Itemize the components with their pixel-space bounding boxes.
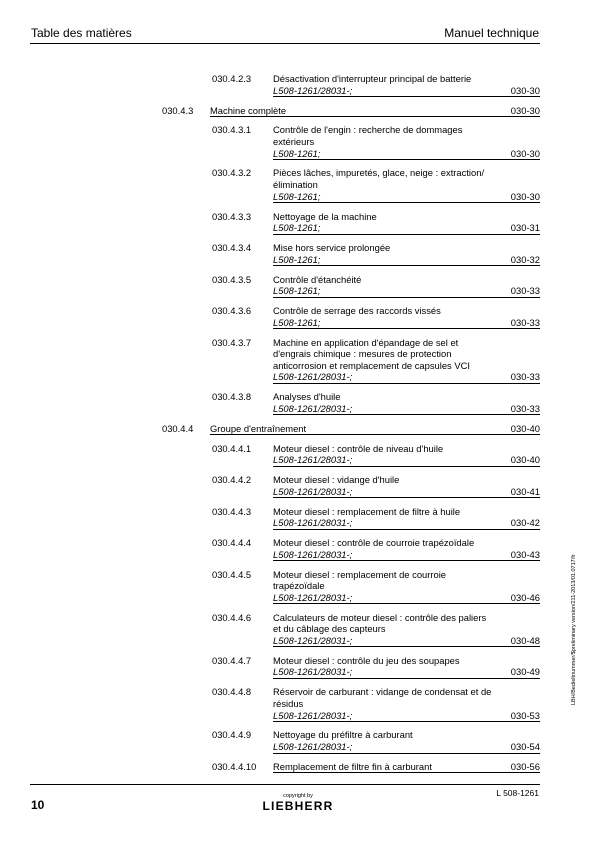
toc-entry-reference [273,486,540,499]
toc-entry-title-line: Analyses d'huile [273,391,341,403]
toc-entry-number: 030.4.4.10 [212,760,257,772]
toc-entry-page: 030-48 [510,634,540,646]
toc-entry[interactable] [0,105,596,125]
toc-entry-model-code: L508-1261/28031-; [273,591,353,603]
toc-entry-number: 030.4.4.6 [212,611,252,623]
toc-entry-body [273,729,540,753]
toc-entry-body [273,274,540,298]
toc-entry-number: 030.4.3.7 [212,336,252,348]
toc-entry-model-code: L508-1261/28031-; [273,548,353,560]
toc-entry[interactable] [0,337,596,392]
toc-entry-model-code: L508-1261/28031-; [273,402,353,414]
toc-entry-page: 030-33 [510,371,540,383]
toc-entry-reference [273,635,540,648]
toc-entry-title-line: Réservoir de carburant : vidange de condensat et de [273,686,492,698]
toc-entry-body [210,105,540,118]
table-of-contents [0,73,596,781]
toc-entry-reference [273,454,540,467]
toc-entry[interactable] [0,569,596,612]
toc-entry[interactable] [0,124,596,167]
toc-entry-body [273,761,540,774]
toc-entry-model-code: L508-1261; [273,316,321,328]
toc-entry[interactable] [0,612,596,655]
toc-entry-model-code: L508-1261; [273,222,321,234]
toc-entry-title-line: Calculateurs de moteur diesel : contrôle des paliers [273,611,487,623]
toc-entry[interactable] [0,761,596,781]
toc-entry-body [273,124,540,160]
toc-entry-title-line: Machine en application d'épandage de sel et [273,336,459,348]
toc-entry-title-line: extérieurs [273,135,315,147]
toc-entry-number: 030.4.4.8 [212,686,252,698]
toc-entry[interactable] [0,305,596,337]
toc-entry-title: Remplacement de filtre fin à carburant [273,760,432,772]
toc-entry-page: 030-30 [510,84,540,96]
toc-entry-title-line: Contrôle de serrage des raccords vissés [273,305,441,317]
toc-entry-body [273,506,540,530]
toc-entry[interactable] [0,423,596,443]
toc-entry-page: 030-33 [510,402,540,414]
toc-entry-model-code: L508-1261/28031-; [273,666,353,678]
toc-entry-page: 030-42 [510,517,540,529]
toc-entry-model-code: L508-1261/28031-; [273,741,353,753]
toc-entry-number: 030.4.3.6 [212,305,252,317]
toc-entry[interactable] [0,391,596,423]
toc-entry-number: 030.4.4.2 [212,474,252,486]
toc-entry-model-code: L508-1261; [273,147,321,159]
toc-entry-number: 030.4.2.3 [212,73,252,84]
toc-entry-page: 030-41 [510,485,540,497]
toc-entry[interactable] [0,242,596,274]
toc-entry-reference [273,710,540,723]
toc-entry-page: 030-33 [510,316,540,328]
toc-entry-title-line: trapézoïdale [273,580,325,592]
side-note: LBH/Bedieltnummer/$preliminary version/211-2013/01.0717/fr [571,554,577,705]
toc-entry-reference [273,549,540,562]
toc-entry[interactable] [0,73,596,105]
toc-entry-body [273,305,540,329]
toc-entry-title: Machine complète [210,104,287,116]
toc-entry-title-line: Désactivation d'interrupteur principal de batterie [273,73,472,84]
toc-entry-page: 030-33 [510,285,540,297]
toc-entry-reference [273,222,540,235]
toc-entry-title-line: Moteur diesel : remplacement de courroie [273,568,446,580]
toc-entry-page: 030-40 [510,454,540,466]
toc-entry-number: 030.4.4.1 [212,442,252,454]
toc-entry-title-line: anticorrosion et remplacement de capsules VCI [273,359,470,371]
toc-entry-page: 030-31 [510,222,540,234]
toc-entry-body [273,167,540,203]
toc-entry-number: 030.4.3.2 [212,167,252,179]
toc-entry-reference [273,741,540,754]
header-section-title: Table des matières [31,26,132,40]
toc-entry-model-code: L508-1261/28031-; [273,84,353,96]
toc-entry-title-line: Moteur diesel : contrôle du jeu des soupapes [273,654,460,666]
toc-entry[interactable] [0,211,596,243]
document-code: L 508-1261 [496,788,539,798]
toc-entry-body [273,242,540,266]
toc-entry-title-line: Pièces lâches, impuretés, glace, neige : extraction/ [273,167,485,179]
toc-entry-reference [273,403,540,416]
toc-entry-number: 030.4.4.4 [212,537,252,549]
toc-entry-body [273,612,540,648]
toc-entry-body [273,569,540,605]
toc-entry-reference [273,254,540,267]
toc-entry-page: 030-43 [510,548,540,560]
toc-entry-page: 030-56 [510,760,540,772]
toc-entry-reference [273,148,540,161]
header-manual-title: Manuel technique [444,26,539,40]
toc-entry-model-code: L508-1261/28031-; [273,517,353,529]
toc-entry-reference [273,371,540,384]
toc-entry-body [273,537,540,561]
toc-entry-title: Groupe d'entraînement [210,422,307,434]
toc-entry-body [210,423,540,436]
toc-entry-reference [273,191,540,204]
toc-entry-reference [273,666,540,679]
toc-entry-number: 030.4.4 [162,422,194,434]
toc-entry-title-line: Nettoyage de la machine [273,210,377,222]
toc-entry-title-line: Moteur diesel : remplacement de filtre à huile [273,505,461,517]
toc-entry-title-line: Contrôle de l'engin : recherche de dommages [273,124,463,136]
toc-entry-number: 030.4.3.8 [212,391,252,403]
toc-entry-number: 030.4.3.4 [212,242,252,254]
toc-entry[interactable] [0,506,596,538]
toc-entry-model-code: L508-1261/28031-; [273,709,353,721]
copyright-text: copyright by [283,793,313,799]
header-divider [30,43,540,44]
footer-divider [30,784,540,785]
toc-entry-number: 030.4.4.7 [212,654,252,666]
toc-entry-page: 030-40 [510,422,540,434]
toc-entry-title-line: Moteur diesel : contrôle de courroie trapézoïdale [273,537,475,549]
toc-entry-title-line: Contrôle d'étanchéité [273,273,362,285]
toc-entry-title-line: d'engrais chimique : mesures de protection [273,348,452,360]
toc-entry[interactable] [0,443,596,475]
toc-entry-number: 030.4.3.3 [212,210,252,222]
toc-entry-reference [273,517,540,530]
toc-entry[interactable] [0,686,596,729]
toc-entry-body [273,655,540,679]
toc-entry-title-line: Moteur diesel : contrôle de niveau d'huile [273,442,444,454]
toc-entry-model-code: L508-1261/28031-; [273,371,353,383]
toc-entry-page: 030-54 [510,741,540,753]
toc-entry-title-line: Nettoyage du préfiltre à carburant [273,729,413,741]
toc-entry-body [273,474,540,498]
toc-entry-title-line: Moteur diesel : vidange d'huile [273,474,400,486]
toc-entry-page: 030-53 [510,709,540,721]
toc-entry[interactable] [0,537,596,569]
toc-entry-page: 030-30 [510,147,540,159]
toc-entry-page: 030-32 [510,253,540,265]
toc-entry-body [273,391,540,415]
toc-entry-reference [273,317,540,330]
page-number: 10 [31,798,45,812]
toc-entry-body [273,686,540,722]
toc-entry[interactable] [0,729,596,761]
toc-entry-title-line: résidus [273,697,304,709]
toc-entry-number: 030.4.4.3 [212,505,252,517]
toc-entry-body [273,337,540,384]
toc-entry[interactable] [0,474,596,506]
toc-entry-number: 030.4.3.5 [212,273,252,285]
toc-entry-body [273,211,540,235]
toc-entry-reference [273,761,540,774]
toc-entry-number: 030.4.4.5 [212,568,252,580]
toc-entry-body [273,443,540,467]
toc-entry[interactable] [0,274,596,306]
toc-entry-model-code: L508-1261; [273,253,321,265]
toc-entry-reference [273,285,540,298]
toc-entry-reference [210,423,540,436]
toc-entry-number: 030.4.4.9 [212,729,252,741]
toc-entry-number: 030.4.3 [162,104,194,116]
toc-entry-reference [273,592,540,605]
toc-entry-page: 030-30 [510,104,540,116]
toc-entry-body [273,73,540,97]
toc-entry-model-code: L508-1261/28031-; [273,454,353,466]
toc-entry-page: 030-46 [510,591,540,603]
toc-entry-page: 030-49 [510,666,540,678]
toc-entry-model-code: L508-1261; [273,190,321,202]
toc-entry-title-line: et du câblage des capteurs [273,623,386,635]
toc-entry[interactable] [0,167,596,210]
toc-entry-title-line: Mise hors service prolongée [273,242,391,254]
toc-entry-page: 030-30 [510,190,540,202]
toc-entry-model-code: L508-1261/28031-; [273,634,353,646]
toc-entry-model-code: L508-1261; [273,285,321,297]
liebherr-logo: LIEBHERR [262,799,334,813]
toc-entry-reference [273,85,540,98]
toc-entry[interactable] [0,655,596,687]
toc-entry-reference [210,105,540,118]
toc-entry-model-code: L508-1261/28031-; [273,485,353,497]
toc-entry-number: 030.4.3.1 [212,124,252,136]
toc-entry-title-line: élimination [273,179,318,191]
